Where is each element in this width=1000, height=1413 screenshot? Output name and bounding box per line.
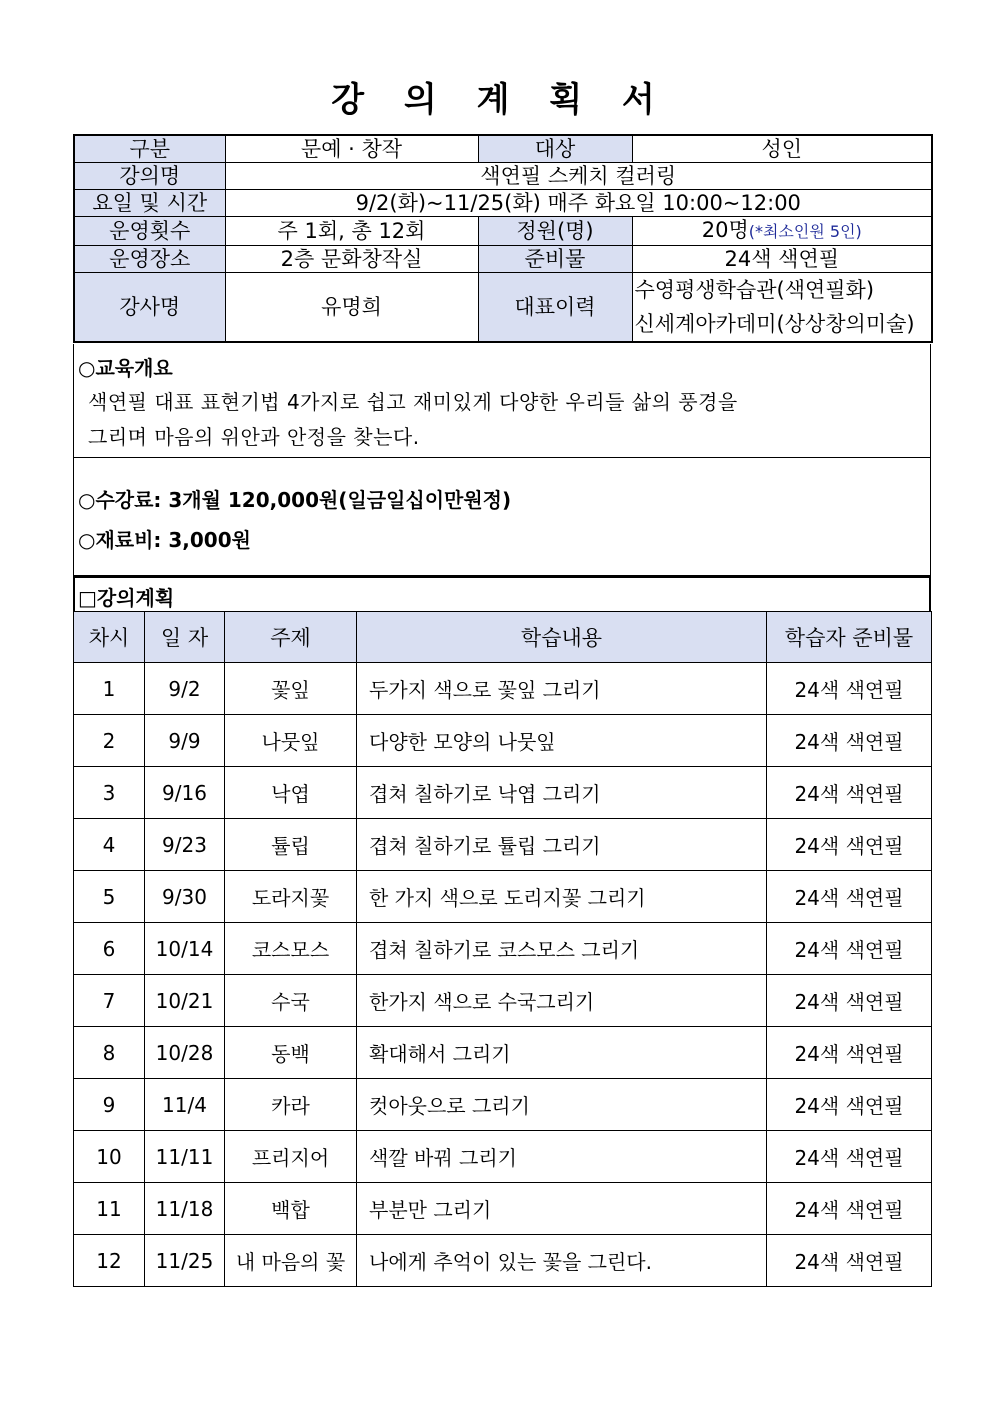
table-row (74, 923, 932, 975)
session-topic: 동백 (225, 1027, 357, 1079)
instructor-label: 강사명 (74, 273, 225, 343)
session-topic: 백합 (225, 1183, 357, 1235)
session-supplies: 24색 색연필 (767, 1027, 932, 1079)
lecture-plan-table (73, 611, 932, 1287)
column-header: 학습자 준비물 (767, 612, 932, 663)
session-supplies: 24색 색연필 (767, 819, 932, 871)
overview-heading: ○교육개요 (78, 356, 173, 380)
document-title: 강 의 계 획 서 (331, 80, 669, 120)
session-content: 부분만 그리기 (357, 1183, 767, 1235)
session-supplies: 24색 색연필 (767, 923, 932, 975)
session-date: 11/11 (145, 1131, 225, 1183)
table-row (74, 975, 932, 1027)
session-number: 2 (74, 715, 145, 767)
plan-section-header (73, 576, 931, 613)
capacity-label: 정원(명) (478, 217, 632, 246)
session-number: 7 (74, 975, 145, 1027)
session-date: 10/14 (145, 923, 225, 975)
overview-section (73, 344, 931, 458)
session-number: 3 (74, 767, 145, 819)
session-content: 확대해서 그리기 (357, 1027, 767, 1079)
session-content: 나에게 추억이 있는 꽃을 그린다. (357, 1235, 767, 1287)
session-topic: 내 마음의 꽃 (225, 1235, 357, 1287)
session-content: 한가지 색으로 수국그리기 (357, 975, 767, 1027)
sessions-value: 주 1회, 총 12회 (225, 217, 478, 246)
overview-line: 색연필 대표 표현기법 4가지로 쉽고 재미있게 다양한 우리들 삶의 풍경을 (88, 390, 738, 414)
session-date: 11/25 (145, 1235, 225, 1287)
session-topic: 수국 (225, 975, 357, 1027)
session-supplies: 24색 색연필 (767, 663, 932, 715)
session-topic: 코스모스 (225, 923, 357, 975)
career-value (632, 273, 932, 343)
course-info-table (73, 134, 933, 343)
session-date: 9/2 (145, 663, 225, 715)
table-row (74, 871, 932, 923)
session-number: 1 (74, 663, 145, 715)
session-number: 8 (74, 1027, 145, 1079)
session-number: 6 (74, 923, 145, 975)
schedule-value: 9/2(화)~11/25(화) 매주 화요일 10:00~12:00 (225, 190, 932, 217)
career-item: 신세계아카데미(상상창의미술) (634, 312, 915, 336)
session-content: 겹쳐 칠하기로 코스모스 그리기 (357, 923, 767, 975)
session-topic: 낙엽 (225, 767, 357, 819)
session-content: 겹쳐 칠하기로 낙엽 그리기 (357, 767, 767, 819)
column-header: 주제 (225, 612, 357, 663)
course-name-value: 색연필 스케치 컬러링 (225, 163, 932, 190)
session-date: 10/28 (145, 1027, 225, 1079)
session-date: 11/4 (145, 1079, 225, 1131)
session-date: 9/9 (145, 715, 225, 767)
session-supplies: 24색 색연필 (767, 767, 932, 819)
session-supplies: 24색 색연필 (767, 871, 932, 923)
course-name-label: 강의명 (74, 163, 225, 190)
session-topic: 꽃잎 (225, 663, 357, 715)
table-row (74, 819, 932, 871)
session-content: 두가지 색으로 꽃잎 그리기 (357, 663, 767, 715)
capacity-cell (632, 217, 932, 246)
tuition-text: ○수강료: 3개월 120,000원(일금일십이만원정) (78, 488, 512, 512)
session-date: 9/30 (145, 871, 225, 923)
session-date: 9/23 (145, 819, 225, 871)
session-topic: 튤립 (225, 819, 357, 871)
table-row (74, 1131, 932, 1183)
session-topic: 프리지어 (225, 1131, 357, 1183)
session-supplies: 24색 색연필 (767, 975, 932, 1027)
venue-label: 운영장소 (74, 246, 225, 273)
schedule-label: 요일 및 시간 (74, 190, 225, 217)
session-supplies: 24색 색연필 (767, 715, 932, 767)
table-row (74, 1079, 932, 1131)
category-label: 구분 (74, 135, 225, 163)
session-topic: 카라 (225, 1079, 357, 1131)
table-row (74, 663, 932, 715)
instructor-value: 유명희 (225, 273, 478, 343)
session-topic: 나뭇잎 (225, 715, 357, 767)
overview-line: 그리며 마음의 위안과 안정을 찾는다. (88, 425, 420, 449)
table-row (74, 1235, 932, 1287)
session-content: 한 가지 색으로 도리지꽃 그리기 (357, 871, 767, 923)
category-value: 문예 · 창작 (225, 135, 478, 163)
capacity-value: 20명 (701, 218, 749, 242)
fees-section (73, 458, 931, 576)
session-supplies: 24색 색연필 (767, 1131, 932, 1183)
session-number: 4 (74, 819, 145, 871)
material-fee-text: ○재료비: 3,000원 (78, 528, 251, 552)
supplies-value: 24색 색연필 (632, 246, 932, 273)
target-label: 대상 (478, 135, 632, 163)
career-label: 대표이력 (478, 273, 632, 343)
session-supplies: 24색 색연필 (767, 1183, 932, 1235)
target-value: 성인 (632, 135, 932, 163)
session-date: 10/21 (145, 975, 225, 1027)
session-supplies: 24색 색연필 (767, 1235, 932, 1287)
session-number: 5 (74, 871, 145, 923)
table-row (74, 1183, 932, 1235)
session-content: 다양한 모양의 나뭇잎 (357, 715, 767, 767)
capacity-note: (*최소인원 5인) (748, 222, 862, 241)
session-topic: 도라지꽃 (225, 871, 357, 923)
table-row (74, 715, 932, 767)
column-header: 학습내용 (357, 612, 767, 663)
session-supplies: 24색 색연필 (767, 1079, 932, 1131)
session-date: 11/18 (145, 1183, 225, 1235)
session-content: 컷아웃으로 그리기 (357, 1079, 767, 1131)
sessions-label: 운영횟수 (74, 217, 225, 246)
session-number: 12 (74, 1235, 145, 1287)
session-number: 9 (74, 1079, 145, 1131)
supplies-label: 준비물 (478, 246, 632, 273)
table-row (74, 1027, 932, 1079)
venue-value: 2층 문화창작실 (225, 246, 478, 273)
session-number: 10 (74, 1131, 145, 1183)
plan-heading: □강의계획 (78, 586, 175, 610)
table-row (74, 767, 932, 819)
column-header: 차시 (74, 612, 145, 663)
session-content: 겹쳐 칠하기로 튤립 그리기 (357, 819, 767, 871)
column-header: 일 자 (145, 612, 225, 663)
session-content: 색깔 바꿔 그리기 (357, 1131, 767, 1183)
session-number: 11 (74, 1183, 145, 1235)
career-item: 수영평생학습관(색연필화) (634, 278, 875, 302)
session-date: 9/16 (145, 767, 225, 819)
